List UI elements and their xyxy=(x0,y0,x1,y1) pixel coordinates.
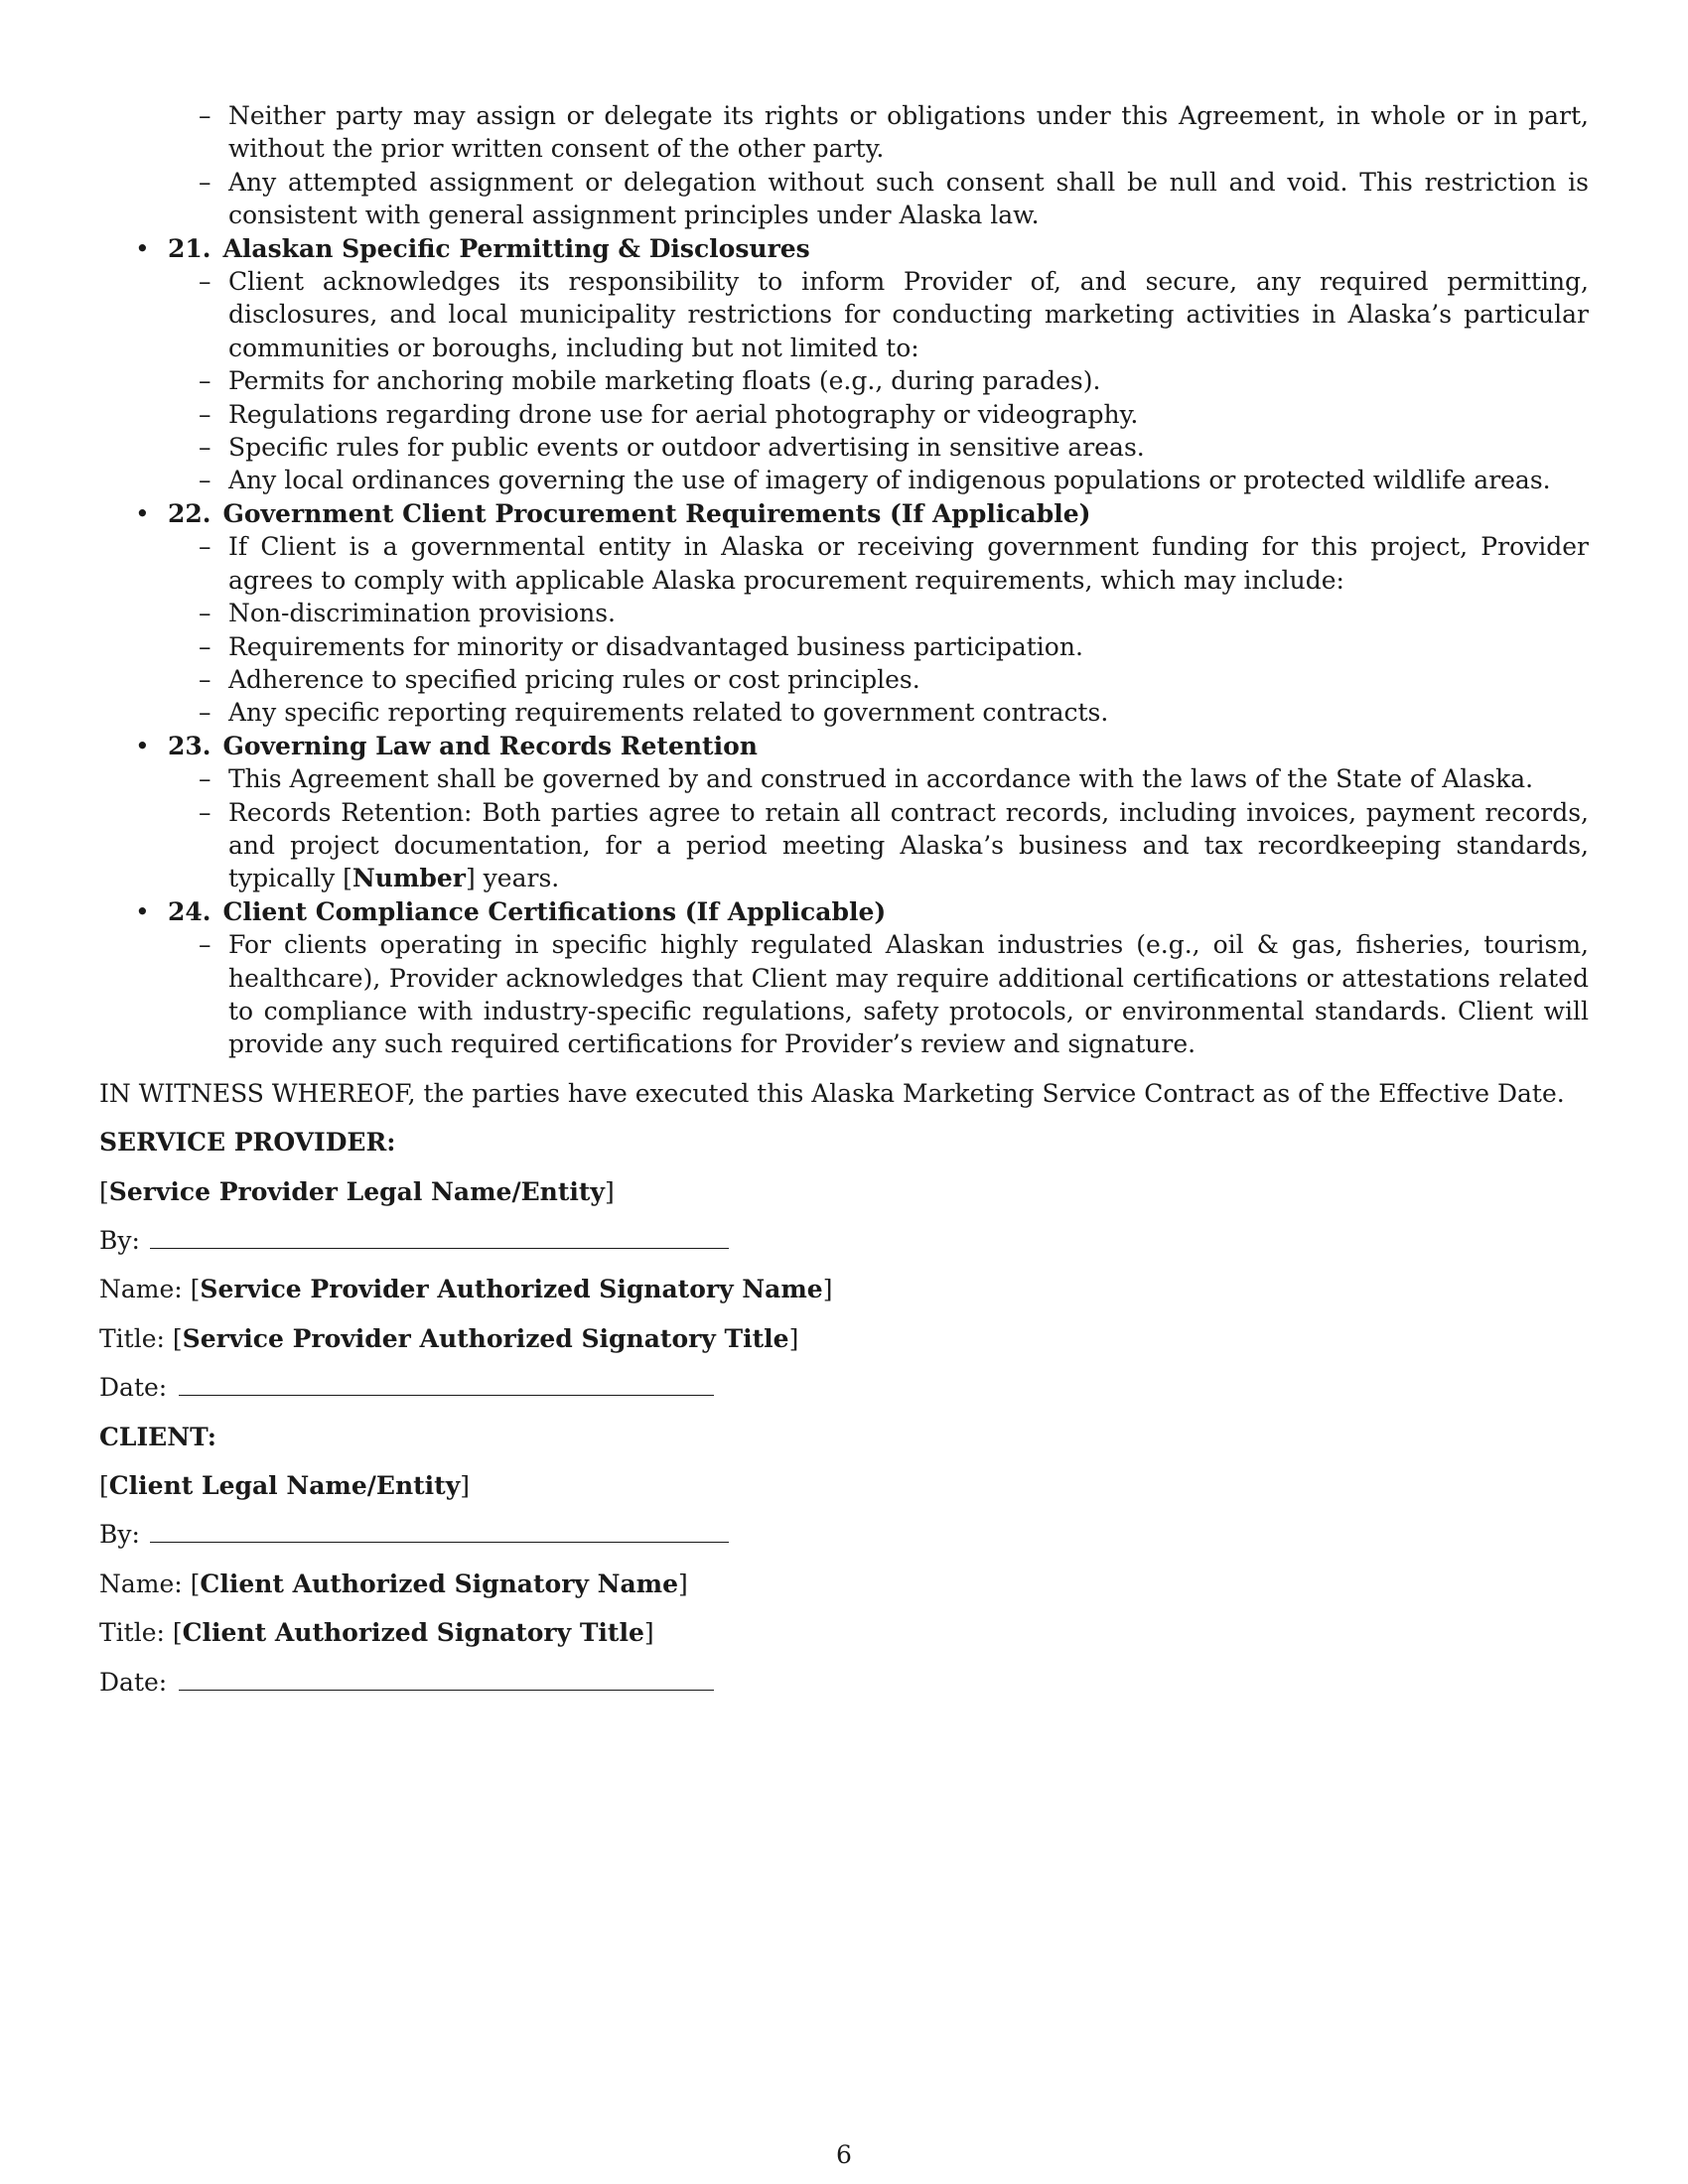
list-item: – Any local ordinances governing the use of imagery of indigenous populations or protected wildlife areas. xyxy=(99,464,1589,496)
document-body xyxy=(99,99,1589,1699)
witness-statement: IN WITNESS WHEREOF, the parties have executed this Alaska Marketing Service Contract as of the Effective Date. xyxy=(99,1078,1565,1108)
date-label: Date: xyxy=(99,1667,168,1697)
client-title-row: Title: [Client Authorized Signatory Title] xyxy=(99,1618,654,1648)
list-item: – Non-discrimination provisions. xyxy=(99,597,1589,629)
provider-name-row: Name: [Service Provider Authorized Signatory Name] xyxy=(99,1275,833,1304)
client-signature-line[interactable] xyxy=(150,1520,729,1543)
list-item: – Regulations regarding drone use for aerial photography or videography. xyxy=(99,398,1589,431)
date-label: Date: xyxy=(99,1373,168,1403)
records-retention-text: Records Retention: Both parties agree to retain all contract records, including invoices, payment records, and project documentation, for a period meeting Alaska’s business and tax recordkeeping standards, typically xyxy=(228,797,1589,893)
list-item: – Requirements for minority or disadvantaged business participation. xyxy=(99,630,1589,663)
list-item: – Client acknowledges its responsibility to inform Provider of, and secure, any required permitting, disclosures, and local municipality restrictions for conducting marketing activities in Alaska’s particular communities or boroughs, including but not limited to: xyxy=(99,265,1589,364)
records-retention-item: – Records Retention: Both parties agree to retain all contract records, including invoices, payment records, and project documentation, for a period meeting Alaska’s business and tax recordkeeping standards, typically [Number] years. xyxy=(99,796,1589,895)
list-item: – Permits for anchoring mobile marketing floats (e.g., during parades). xyxy=(99,364,1589,397)
section-24-heading xyxy=(99,895,1589,928)
client-entity: [Client Legal Name/Entity] xyxy=(99,1471,471,1501)
by-label: By: xyxy=(99,1520,140,1550)
title-label: Title: xyxy=(99,1323,165,1353)
list-item: – If Client is a governmental entity in Alaska or receiving government funding for this project, Provider agrees to comply with applicable Alaska procurement requirements, which may include: xyxy=(99,530,1589,597)
provider-signature-line[interactable] xyxy=(150,1226,729,1249)
name-label: Name: xyxy=(99,1275,183,1304)
provider-signatory-name: Service Provider Authorized Signatory Name xyxy=(200,1275,823,1304)
section-number: 24. xyxy=(168,896,211,926)
title-label: Title: xyxy=(99,1618,165,1648)
section-title: Government Client Procurement Requirements (If Applicable) xyxy=(222,498,1091,528)
list-item: – Specific rules for public events or outdoor advertising in sensitive areas. xyxy=(99,431,1589,464)
list-item: – Neither party may assign or delegate its rights or obligations under this Agreement, in whole or in part, without the prior written consent of the other party. xyxy=(99,99,1589,166)
client-entity-name: Client Legal Name/Entity xyxy=(108,1471,461,1501)
provider-date-line[interactable] xyxy=(179,1373,714,1396)
section-21-heading xyxy=(99,232,1589,265)
provider-entity: [Service Provider Legal Name/Entity] xyxy=(99,1176,615,1206)
client-date-row xyxy=(99,1666,1589,1699)
section-title: Governing Law and Records Retention xyxy=(222,731,758,760)
provider-heading: SERVICE PROVIDER: xyxy=(99,1128,396,1158)
client-signatory-name: Client Authorized Signatory Name xyxy=(200,1569,679,1598)
list-item: – For clients operating in specific highly regulated Alaskan industries (e.g., oil & gas, fisheries, tourism, healthcare), Provider acknowledges that Client may require additional certifications or attestations related to compliance with industry-specific regulations, safety protocols, or environmental standards. Client will provide any such required certifications for Provider’s review and signature. xyxy=(99,928,1589,1061)
section-title: Client Compliance Certifications (If Applicable) xyxy=(222,896,887,926)
client-signatory-title: Client Authorized Signatory Title xyxy=(182,1618,644,1648)
section-number: 21. xyxy=(168,233,211,263)
list-item: – Adherence to specified pricing rules or cost principles. xyxy=(99,663,1589,696)
by-label: By: xyxy=(99,1226,140,1255)
provider-by-row xyxy=(99,1224,1589,1257)
client-name-row: Name: [Client Authorized Signatory Name] xyxy=(99,1569,688,1598)
list-item: – Any attempted assignment or delegation without such consent shall be null and void. This restriction is consistent with general assignment principles under Alaska law. xyxy=(99,166,1589,232)
section-number: 23. xyxy=(168,731,211,760)
provider-date-row xyxy=(99,1371,1589,1404)
section-22-heading xyxy=(99,497,1589,530)
client-by-row xyxy=(99,1518,1589,1551)
section-23-heading xyxy=(99,730,1589,762)
provider-entity-name: Service Provider Legal Name/Entity xyxy=(108,1176,605,1206)
name-label: Name: xyxy=(99,1569,183,1598)
list-item: – Any specific reporting requirements related to government contracts. xyxy=(99,696,1589,729)
records-years-placeholder: Number xyxy=(352,864,466,893)
section-title: Alaskan Specific Permitting & Disclosures xyxy=(222,233,810,263)
records-retention-suffix: years. xyxy=(475,864,560,893)
client-date-line[interactable] xyxy=(179,1668,714,1691)
provider-title-row: Title: [Service Provider Authorized Signatory Title] xyxy=(99,1323,799,1353)
provider-signatory-title: Service Provider Authorized Signatory Title xyxy=(182,1323,789,1353)
section-number: 22. xyxy=(168,498,211,528)
client-heading: CLIENT: xyxy=(99,1422,217,1451)
page-number: 6 xyxy=(836,2140,852,2169)
list-item: – This Agreement shall be governed by and construed in accordance with the laws of the State of Alaska. xyxy=(99,762,1589,795)
